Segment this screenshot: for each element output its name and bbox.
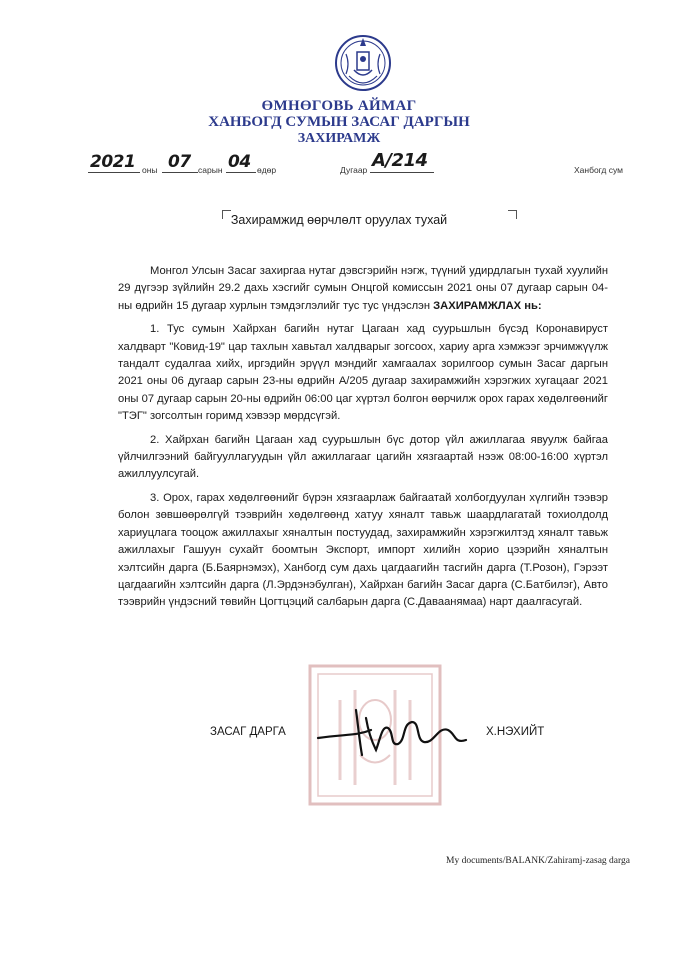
number-label: Дугаар [340,165,368,175]
document-body [118,263,608,612]
document-type: ЗАХИРАМЖ [297,131,381,146]
intro-directive: ЗАХИРАМЖЛАХ нь: [433,299,542,312]
item-2: 2. Хайрхан багийн Цагаан хад суурьшлын бүс дотор үйл ажиллагаа явуулж байгаа үйлчилгээний байгууллагуудын үйл ажиллагааг цагийн хязгаартай нээж 08:00-16:00 хүртэл ажиллуулсугай. [118,433,608,481]
handwritten-month: 07 [168,152,191,172]
aimag-name: ӨМНӨГОВЬ АЙМАГ [261,98,417,114]
item-3: 3. Орох, гарах хөдөлгөөнийг бүрэн хязгаарлаж байгаатай холбогдуулан хүлгийн тээвэр болон зөвшөөрөлгүй тээврийн хөдөлгөөнд хатуу хяналт тавьж шаардлагатай тохиолдолд хариуцлага тооцож ажиллахыг хяналтын постуудад, захирамжийн хэрэгжилтэд хяналт тавьж ажиллахыг Гашуун сухайт боомтын Экспорт, импорт хилийн хорио цээрийн хяналтын хэлтсийн дарга (Б.Баярнэмэх), Ханбогд сум дахь цагдаагийн тасгийн дарга (Т.Розон), Гэрээт цагдаагийн хэлтсийн дарга (Л.Эрдэнэбулган), Хайрхан багийн Засаг дарга (С.Батбилэг), Авто тээврийн үндэсний төвийн Цогтцэций салбарын дарга (С.Даваанямаа) нарт даалгасугай. [118,491,608,609]
document-title: Захирамжид өөрчлөлт оруулах тухай [230,213,448,227]
file-path-footer: My documents/BALANK/Zahiramj-zasag darga [446,856,630,866]
month-suffix: сарын [198,165,223,175]
place-name: Ханбогд сум [574,165,623,175]
handwritten-year: 2021 [90,152,136,172]
handwritten-signature-icon [316,700,476,760]
mongolia-state-emblem-icon [334,32,392,94]
item-1: 1. Тус сумын Хайрхан багийн нутаг Цагаан хад суурьшлын бүсэд Коронавируст халдварт "Ковид-19" цар тахлын хавьтал халдварыг зогсоох, хариу арга хэмжээг эрчимжүүлж тандалт судалгаа хийх, иргэдийн эрүүл мэндийг хамгаалах зорилгоор сумын Засаг даргын 2021 оны 06 дугаар сарын 23-ны өдрийн А/205 дугаар захирамжийн хэрэгжих хугацааг 2021 оны 07 дугаар сарын 20-ны өдрийн 06:00 цаг хүртэл болгон өөрчилж орох гарах хөдөлгөөнийг "ТЭГ" зогсолтын горимд хэвээр мөрдсүгэй. [118,323,608,423]
signatory-name: Х.НЭХИЙТ [486,726,545,738]
intro-paragraph: Монгол Улсын Засаг захиргаа нутаг дэвсгэрийн нэгж, түүний удирдлагын тухай хуулийн 29 дүгээр зүйлийн 29.2 дахь хэсгийг сумын Онцгой комиссын 2021 оны 07 дугаар сарын 04-ны өдрийн 15 дугаар хурлын тэмдэглэлийг тус тус үндэслэн [118,265,608,312]
handwritten-number: A/214 [372,150,428,171]
year-suffix: оны [142,165,158,175]
handwritten-day: 04 [228,152,251,172]
signatory-role: ЗАСАГ ДАРГА [210,726,286,738]
office-name: ХАНБОГД СУМЫН ЗАСАГ ДАРГЫН [208,114,470,130]
day-suffix: өдөр [257,165,277,175]
